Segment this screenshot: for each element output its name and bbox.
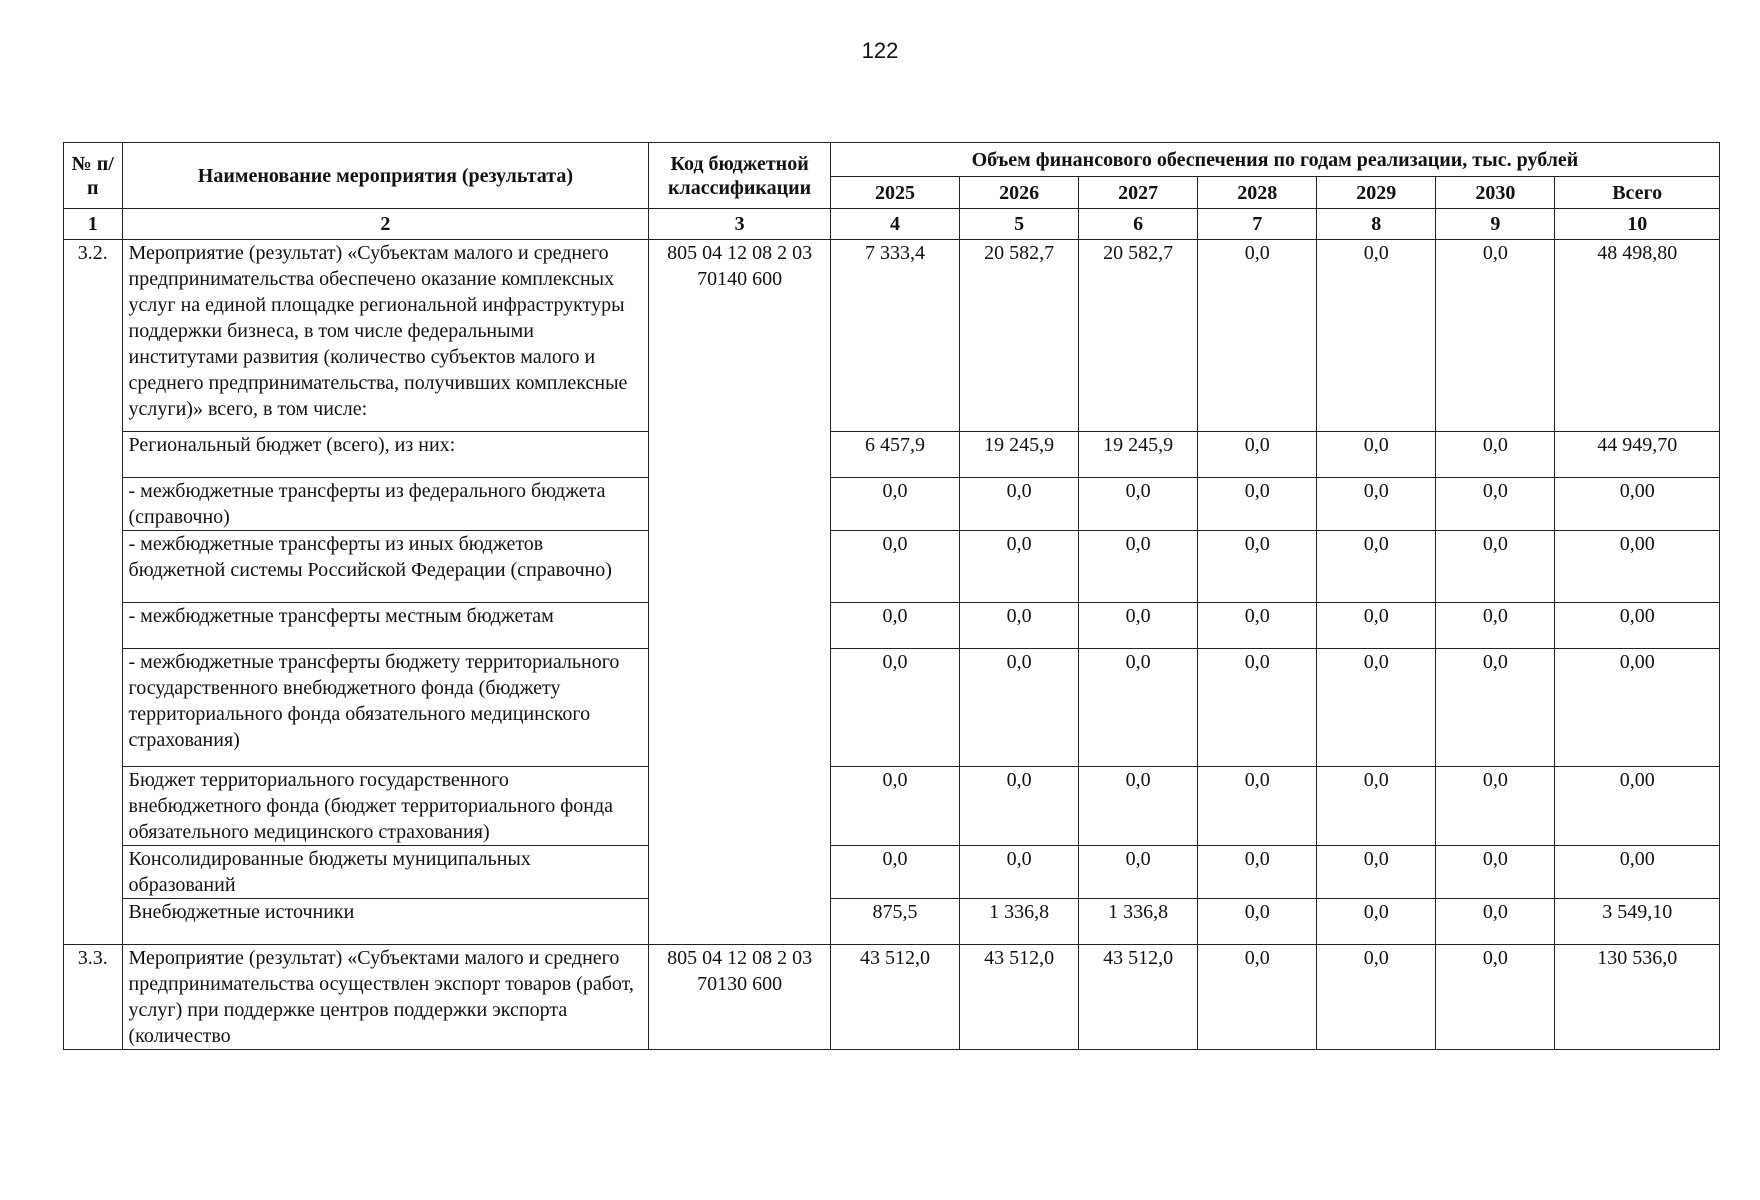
value-year: 0,0 (1436, 240, 1555, 432)
page-number: 122 (861, 38, 899, 63)
value-year: 1 336,8 (960, 899, 1079, 945)
value-year: 0,0 (1198, 945, 1317, 1050)
value-year: 43 512,0 (1079, 945, 1198, 1050)
value-year: 0,0 (830, 603, 959, 649)
table-row (64, 432, 1720, 478)
column-number: 7 (1198, 209, 1317, 240)
value-year: 0,0 (960, 531, 1079, 603)
value-year: 0,0 (1198, 531, 1317, 603)
header-year: 2025 (830, 177, 959, 209)
value-year: 0,0 (1436, 478, 1555, 531)
value-total: 0,00 (1555, 478, 1720, 531)
value-year: 43 512,0 (960, 945, 1079, 1050)
table-row (64, 603, 1720, 649)
value-year: 0,0 (1436, 531, 1555, 603)
value-year: 43 512,0 (830, 945, 959, 1050)
value-year: 19 245,9 (960, 432, 1079, 478)
value-year: 0,0 (1436, 899, 1555, 945)
column-number: 4 (830, 209, 959, 240)
header-year: 2030 (1436, 177, 1555, 209)
table-row (64, 478, 1720, 531)
table-row (64, 767, 1720, 846)
column-number-row (64, 209, 1720, 240)
measure-name: Внебюджетные источники (122, 899, 649, 945)
measure-name: Бюджет территориального государственного внебюджетного фонда (бюджет территориального фонда обязательного медицинского страхования) (122, 767, 649, 846)
column-number: 5 (960, 209, 1079, 240)
value-total: 0,00 (1555, 531, 1720, 603)
value-total: 0,00 (1555, 603, 1720, 649)
value-total: 3 549,10 (1555, 899, 1720, 945)
value-year: 0,0 (1317, 432, 1436, 478)
column-number: 8 (1317, 209, 1436, 240)
value-year: 0,0 (830, 846, 959, 899)
value-year: 0,0 (1317, 531, 1436, 603)
value-year: 20 582,7 (1079, 240, 1198, 432)
value-year: 0,0 (1317, 846, 1436, 899)
value-year: 20 582,7 (960, 240, 1079, 432)
value-total: 0,00 (1555, 846, 1720, 899)
value-total: 130 536,0 (1555, 945, 1720, 1050)
row-number: 3.2. (64, 240, 123, 945)
value-year: 0,0 (1079, 478, 1198, 531)
value-year: 0,0 (960, 846, 1079, 899)
value-year: 0,0 (1436, 432, 1555, 478)
value-year: 0,0 (1317, 649, 1436, 767)
value-year: 0,0 (960, 603, 1079, 649)
column-number: 3 (649, 209, 831, 240)
value-year: 1 336,8 (1079, 899, 1198, 945)
value-year: 0,0 (1079, 531, 1198, 603)
header-code: Код бюджетной классификации (649, 143, 831, 209)
value-year: 0,0 (1436, 945, 1555, 1050)
header-total: Всего (1555, 177, 1720, 209)
measure-name: - межбюджетные трансферты из иных бюджетов бюджетной системы Российской Федерации (справочно) (122, 531, 649, 603)
header-year: 2029 (1317, 177, 1436, 209)
value-year: 0,0 (960, 478, 1079, 531)
measure-name: - межбюджетные трансферты из федерального бюджета (справочно) (122, 478, 649, 531)
value-year: 875,5 (830, 899, 959, 945)
value-year: 0,0 (1198, 432, 1317, 478)
header-year: 2028 (1198, 177, 1317, 209)
table-row (64, 531, 1720, 603)
value-year: 0,0 (1317, 767, 1436, 846)
value-year: 0,0 (830, 649, 959, 767)
value-year: 0,0 (1317, 240, 1436, 432)
value-year: 0,0 (1317, 899, 1436, 945)
measure-name: - межбюджетные трансферты бюджету территориального государственного внебюджетного фонда (бюджету территориального фонда обязательного медицинского страхования) (122, 649, 649, 767)
value-year: 0,0 (1198, 846, 1317, 899)
value-total: 0,00 (1555, 649, 1720, 767)
measure-name: Региональный бюджет (всего), из них: (122, 432, 649, 478)
header-name: Наименование мероприятия (результата) (122, 143, 649, 209)
column-number: 6 (1079, 209, 1198, 240)
value-year: 0,0 (830, 767, 959, 846)
value-year: 0,0 (1436, 846, 1555, 899)
value-year: 7 333,4 (830, 240, 959, 432)
budget-code: 805 04 12 08 2 03 70140 600 (649, 240, 831, 945)
table-row (64, 899, 1720, 945)
table-row (64, 649, 1720, 767)
value-year: 0,0 (1317, 603, 1436, 649)
column-number: 2 (122, 209, 649, 240)
column-number: 9 (1436, 209, 1555, 240)
header-year: 2027 (1079, 177, 1198, 209)
value-year: 0,0 (1198, 899, 1317, 945)
column-number: 1 (64, 209, 123, 240)
budget-code: 805 04 12 08 2 03 70130 600 (649, 945, 831, 1050)
value-total: 48 498,80 (1555, 240, 1720, 432)
measure-name: - межбюджетные трансферты местным бюджетам (122, 603, 649, 649)
value-year: 0,0 (1079, 649, 1198, 767)
value-year: 0,0 (1198, 478, 1317, 531)
value-total: 0,00 (1555, 767, 1720, 846)
value-year: 0,0 (960, 649, 1079, 767)
value-year: 0,0 (1436, 603, 1555, 649)
value-year: 0,0 (1436, 767, 1555, 846)
value-year: 0,0 (1198, 240, 1317, 432)
value-year: 0,0 (1436, 649, 1555, 767)
measure-name: Мероприятие (результат) «Субъектам малого и среднего предпринимательства обеспечено оказание комплексных услуг на единой площадке региональной инфраструктуры поддержки бизнеса, в том числе федеральными институтами развития (количество субъектов малого и среднего предпринимательства, получивших комплексные услуги)» всего, в том числе: (122, 240, 649, 432)
value-year: 6 457,9 (830, 432, 959, 478)
value-year: 0,0 (1079, 767, 1198, 846)
column-number: 10 (1555, 209, 1720, 240)
value-year: 0,0 (960, 767, 1079, 846)
value-year: 19 245,9 (1079, 432, 1198, 478)
value-year: 0,0 (830, 531, 959, 603)
value-year: 0,0 (1198, 649, 1317, 767)
measure-name: Консолидированные бюджеты муниципальных образований (122, 846, 649, 899)
table-row (64, 240, 1720, 432)
table-row (64, 846, 1720, 899)
value-year: 0,0 (1317, 945, 1436, 1050)
header-volume: Объем финансового обеспечения по годам реализации, тыс. рублей (830, 143, 1719, 177)
value-year: 0,0 (1198, 603, 1317, 649)
value-year: 0,0 (1079, 603, 1198, 649)
row-number: 3.3. (64, 945, 123, 1050)
value-total: 44 949,70 (1555, 432, 1720, 478)
value-year: 0,0 (830, 478, 959, 531)
value-year: 0,0 (1079, 846, 1198, 899)
value-year: 0,0 (1317, 478, 1436, 531)
header-num: № п/п (64, 143, 123, 209)
budget-table (63, 142, 1720, 1050)
value-year: 0,0 (1198, 767, 1317, 846)
measure-name: Мероприятие (результат) «Субъектами малого и среднего предпринимательства осуществлен экспорт товаров (работ, услуг) при поддержке центров поддержки экспорта (количество (122, 945, 649, 1050)
header-year: 2026 (960, 177, 1079, 209)
table-row (64, 945, 1720, 1050)
